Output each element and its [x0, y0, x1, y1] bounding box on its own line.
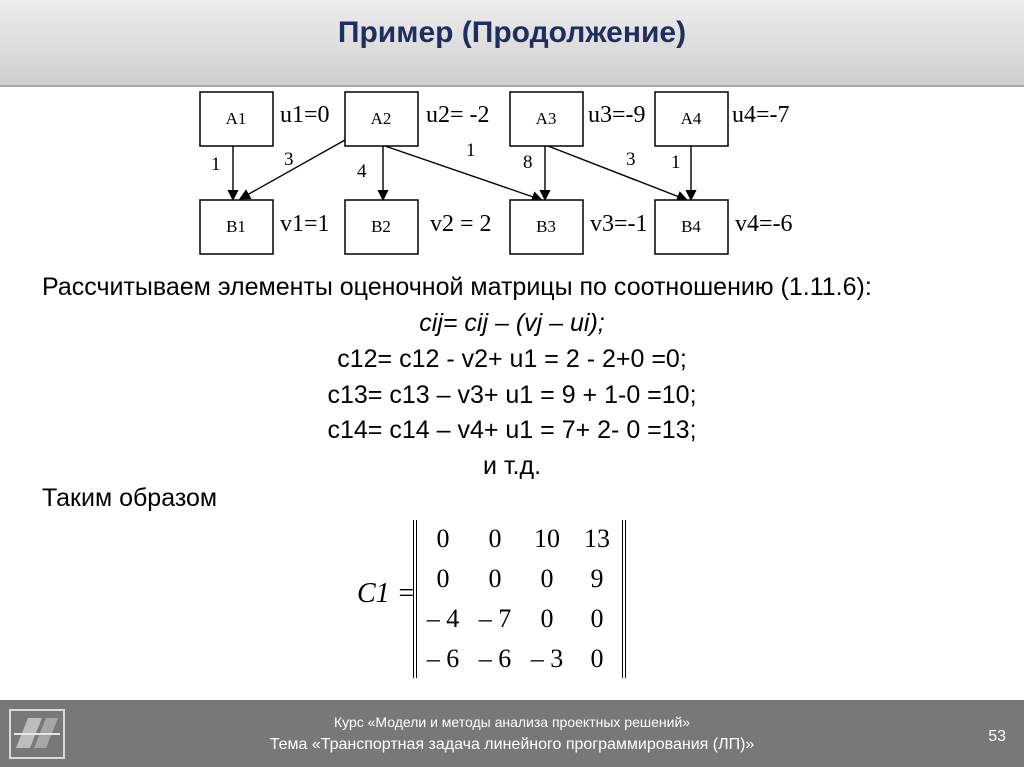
- matrix-cell: 0: [488, 524, 502, 553]
- node-a3-label: A3: [535, 109, 557, 128]
- matrix-cell: 0: [590, 644, 604, 673]
- topic-name: Тема «Транспортная задача линейного программирования (ЛП)»: [269, 736, 755, 753]
- matrix-cell: 13: [584, 524, 610, 553]
- matrix-cell: 0: [436, 564, 450, 593]
- node-b2-label: B2: [371, 217, 391, 236]
- potential-v3: v3=-1: [590, 211, 648, 237]
- node-b1-label: B1: [226, 217, 246, 236]
- general-formula: cij= cij – (vj – ui);: [419, 309, 605, 337]
- cost-label: 3: [284, 149, 294, 170]
- calc-c14: c14= c14 – v4+ u1 = 7+ 2- 0 =13;: [327, 416, 697, 444]
- course-name: Курс «Модели и методы анализа проектных решений»: [333, 714, 691, 730]
- potential-u1: u1=0: [280, 102, 330, 128]
- matrix-cell: – 3: [530, 644, 564, 673]
- cost-label: 8: [523, 152, 533, 173]
- node-a2-label: A2: [370, 109, 392, 128]
- network-edges: [233, 140, 691, 200]
- potential-v2: v2 = 2: [430, 211, 492, 237]
- edge-a3-b4: [548, 146, 687, 200]
- calc-c12: c12= c12 - v2+ u1 = 2 - 2+0 =0;: [337, 345, 687, 373]
- cost-label: 1: [466, 140, 476, 161]
- node-a4-label: A4: [680, 109, 702, 128]
- node-b3-label: B3: [536, 217, 556, 236]
- matrix-cell: 9: [590, 564, 604, 593]
- matrix-cell: 0: [540, 604, 554, 633]
- potential-u4: u4=-7: [732, 102, 790, 128]
- matrix-cell: 0: [488, 564, 502, 593]
- etc-text: и т.д.: [482, 452, 542, 480]
- matrix-cell: 0: [590, 604, 604, 633]
- edge-a2-b3: [385, 146, 542, 200]
- evaluation-matrix: [413, 520, 626, 678]
- page-number: 53: [988, 728, 1006, 745]
- matrix-cell: – 7: [478, 604, 512, 633]
- cost-label: 1: [671, 152, 681, 173]
- cost-label: 4: [357, 161, 367, 182]
- node-b4-label: B4: [681, 217, 701, 236]
- matrix-cell: – 6: [426, 644, 460, 673]
- thus-text: Таким образом: [42, 484, 218, 512]
- matrix-cell: 10: [534, 524, 560, 553]
- node-a1-label: A1: [225, 109, 247, 128]
- potential-v4: v4=-6: [735, 211, 793, 237]
- intro-text: Рассчитываем элементы оценочной матрицы по соотношению (1.11.6):: [42, 273, 872, 301]
- calc-c13: c13= c13 – v3+ u1 = 9 + 1-0 =10;: [327, 381, 697, 409]
- slide-footer: [0, 700, 1024, 767]
- matrix-cell: 0: [436, 524, 450, 553]
- cost-label: 1: [211, 154, 221, 175]
- slide-title: Пример (Продолжение): [337, 16, 687, 49]
- matrix-cell: – 6: [478, 644, 512, 673]
- potential-u3: u3=-9: [588, 102, 646, 128]
- potential-u2: u2= -2: [426, 102, 490, 128]
- matrix-cell: 0: [540, 564, 554, 593]
- matrix-cell: – 4: [426, 604, 460, 633]
- potential-v1: v1=1: [280, 211, 330, 237]
- cost-label: 3: [626, 149, 636, 170]
- transport-network-diagram: [0, 0, 1024, 270]
- matrix-label: C1 =: [357, 578, 416, 609]
